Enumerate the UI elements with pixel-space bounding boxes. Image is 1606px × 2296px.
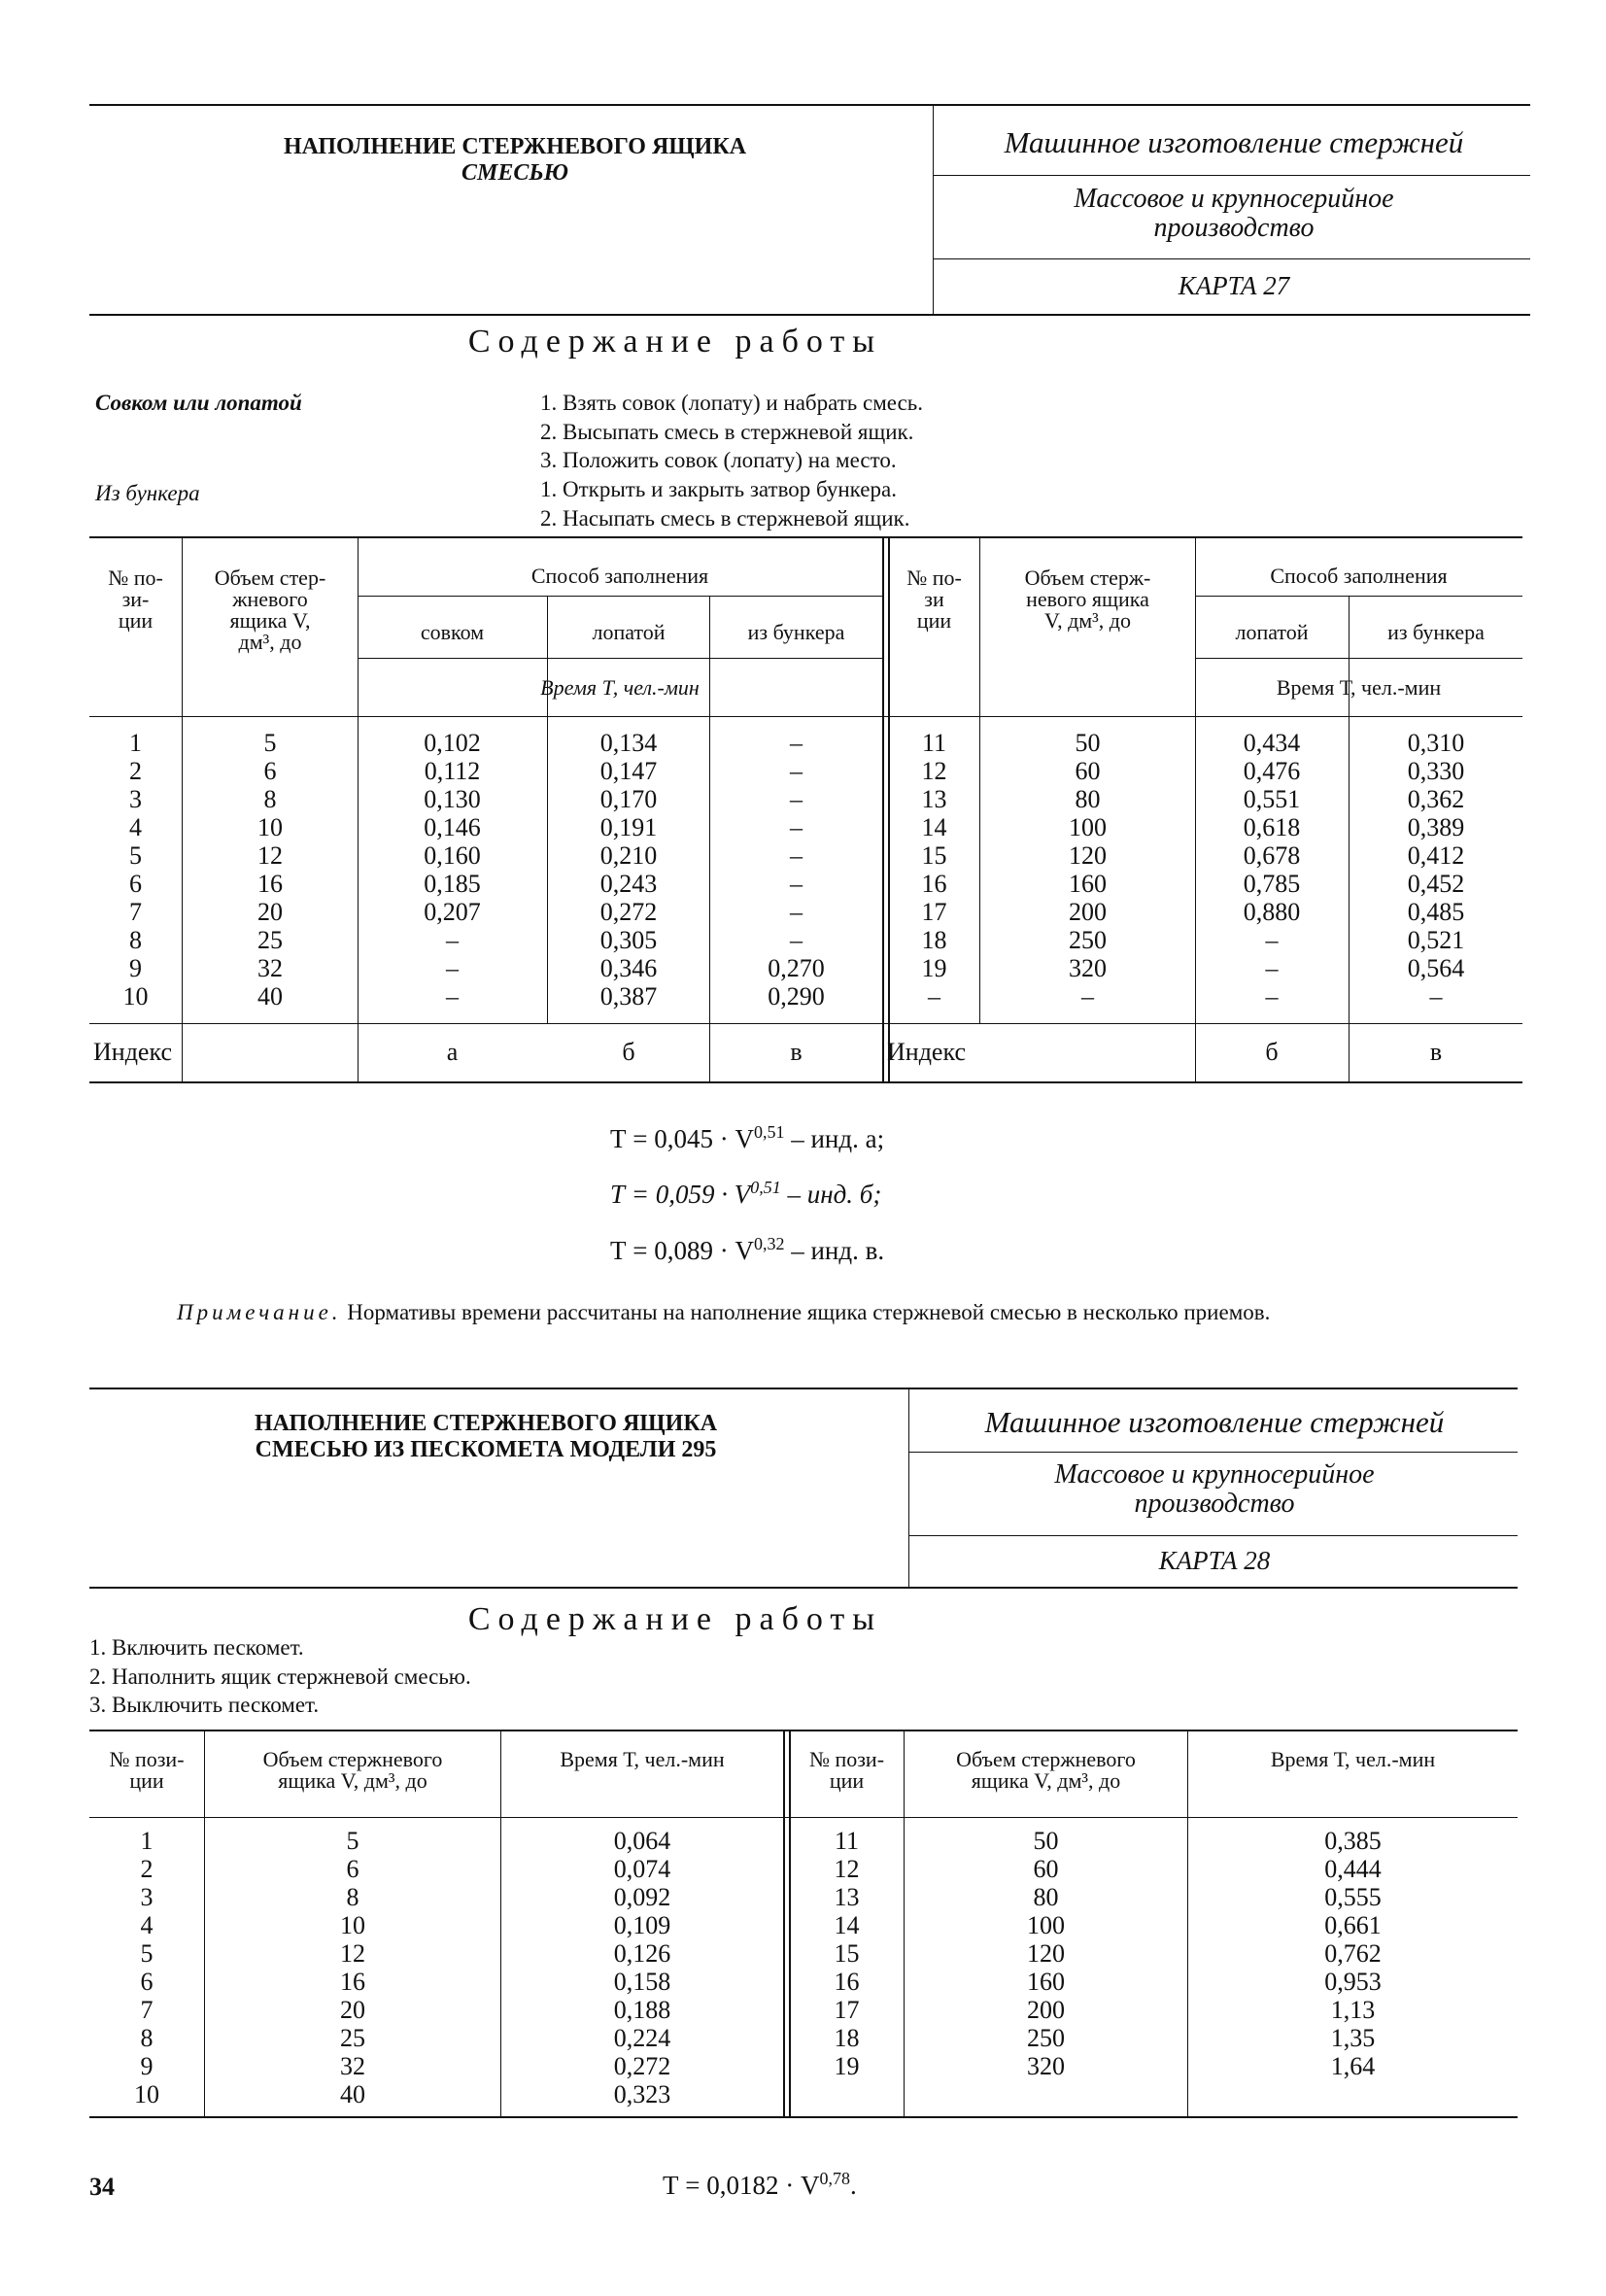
header-line: ции xyxy=(118,608,154,633)
card28-header-bottom-rule xyxy=(89,1587,1518,1589)
header-line: ции xyxy=(129,1768,164,1793)
header-line: № по- xyxy=(906,565,962,590)
card28-steps xyxy=(89,1635,471,1717)
card28-title-line2: СМЕСЬЮ ИЗ ПЕСКОМЕТА МОДЕЛИ 295 xyxy=(255,1437,717,1462)
table27-col-scoop xyxy=(358,729,547,1011)
table28-col-volume-2 xyxy=(905,1827,1187,2080)
card28-header-rule xyxy=(908,1452,1518,1453)
table27-col-position-2 xyxy=(889,729,979,1011)
header-line: № пози- xyxy=(109,1747,185,1771)
formula-tail: – инд. в. xyxy=(784,1236,885,1265)
header-line: ящика V, дм³, до xyxy=(278,1768,427,1793)
cell: 5 6 8 10 12 16 20 25 32 40 xyxy=(340,1827,365,2108)
table27-index-b-2: б xyxy=(1265,1038,1279,1066)
header-line: Объем стержневого xyxy=(262,1747,443,1771)
card28-header-rule xyxy=(908,1535,1518,1536)
formula-index-b xyxy=(610,1178,881,1210)
table27-subheader-rule xyxy=(1195,596,1522,597)
formula-base: Т = 0,089 · V xyxy=(610,1236,754,1265)
cell: 0,134 0,147 0,170 0,191 0,210 0,243 0,272 0,305 0,346 0,387 xyxy=(599,729,658,1011)
header-line: ции xyxy=(829,1768,865,1793)
table27-index-b: б xyxy=(622,1038,635,1066)
card27-header-rule xyxy=(933,258,1530,259)
cell: 50 60 80 100 120 160 200 250 320 – xyxy=(1069,729,1107,1011)
table27-col-bunker-2 xyxy=(1350,729,1522,1011)
cell: 0,310 0,330 0,362 0,389 0,412 0,452 0,485 0,521 0,564 – xyxy=(1407,729,1465,1011)
card28-header-divider xyxy=(908,1388,909,1588)
formula-base: Т = 0,045 · V xyxy=(610,1124,754,1153)
table27-header-time-2: Время Т, чел.-мин xyxy=(1276,675,1442,700)
table28-top-rule xyxy=(89,1730,1518,1731)
table27-header-shovel-2: лопатой xyxy=(1235,620,1309,644)
card28-formula xyxy=(663,2169,857,2201)
table27-double-rule xyxy=(882,536,884,1081)
table27-header-method-2: Способ заполнения xyxy=(1270,564,1448,588)
card27-header-rule xyxy=(933,175,1530,176)
card28-title xyxy=(146,1411,826,1463)
header-line: Объем стер- xyxy=(214,565,326,590)
table27-index-label-2: Индекс xyxy=(887,1038,966,1066)
table27-subheader-rule xyxy=(358,658,882,659)
header-line: зи- xyxy=(121,587,150,611)
table27-index-c-2: в xyxy=(1429,1038,1443,1066)
card28-step: 2. Наполнить ящик стержневой смесью. xyxy=(89,1663,471,1689)
card27-step: 2. Насыпать смесь в стержневой ящик. xyxy=(540,505,910,531)
formula-tail: – инд. а; xyxy=(784,1124,885,1153)
cell: 11 12 13 14 15 16 17 18 19 xyxy=(834,1827,860,2080)
formula-base: Т = 0,059 · V xyxy=(610,1180,751,1209)
card28-step: 3. Выключить пескомет. xyxy=(89,1693,320,1717)
table28-header-volume xyxy=(205,1749,500,1792)
header-line: жневого xyxy=(232,587,308,611)
header-line: ящика V, дм³, до xyxy=(971,1768,1121,1793)
page-number: 34 xyxy=(89,2173,115,2201)
formula-index-c xyxy=(610,1234,884,1266)
table27-subheader-rule xyxy=(1195,658,1522,659)
card27-production-line1: Массовое и крупносерийное xyxy=(1074,184,1394,214)
cell: 1 2 3 4 5 6 7 8 9 10 xyxy=(134,1827,159,2108)
table28-col-time xyxy=(501,1827,783,2108)
table27-header-shovel: лопатой xyxy=(592,620,666,644)
header-line: невого ящика xyxy=(1026,587,1149,611)
formula-exponent: 0,51 xyxy=(750,1178,781,1197)
card28-production-line2: производство xyxy=(1134,1489,1295,1519)
card27-step: 2. Высыпать смесь в стержневой ящик. xyxy=(540,419,914,444)
table28-double-rule xyxy=(783,1730,785,2116)
formula-tail: – инд. б; xyxy=(780,1180,882,1209)
table28-bottom-rule xyxy=(89,2116,1518,2118)
header-line: № пози- xyxy=(808,1747,885,1771)
cell: – – – – – – – – 0,270 0,290 xyxy=(768,729,825,1011)
card27-header-bottom-rule xyxy=(89,314,1530,316)
card28-section: Машинное изготовление стержней xyxy=(984,1405,1445,1439)
cell: 0,385 0,444 0,555 0,661 0,762 0,953 1,13 1,35 1,64 xyxy=(1324,1827,1382,2080)
table27-col-position xyxy=(89,729,182,1011)
table28-header-rule xyxy=(89,1817,1518,1818)
table27-col-shovel xyxy=(548,729,709,1011)
table28-header-position xyxy=(89,1749,204,1792)
table28-header-position-2 xyxy=(790,1749,904,1792)
note-text: Нормативы времени рассчитаны на наполнение ящика стержневой смесью в несколько приемов. xyxy=(341,1300,1271,1324)
table28-col-volume xyxy=(205,1827,500,2108)
table27-col-shovel-2 xyxy=(1195,729,1349,1011)
header-line: дм³, до xyxy=(238,630,302,654)
card28-card-number: КАРТА 28 xyxy=(1158,1546,1271,1575)
table27-header-position xyxy=(89,567,182,632)
table28-header-time-2: Время Т, чел.-мин xyxy=(1270,1747,1436,1771)
table27-header-bunker: из бункера xyxy=(747,620,845,644)
card27-title-line1: НАПОЛНЕНИЕ СТЕРЖНЕВОГО ЯЩИКА xyxy=(283,134,747,159)
header-line: Объем стерж- xyxy=(1024,565,1151,590)
card27-step: 1. Взять совок (лопату) и набрать смесь. xyxy=(540,391,924,415)
table27-index-rule xyxy=(89,1023,1522,1024)
formula-exponent: 0,78 xyxy=(819,2169,850,2188)
card27-top-rule xyxy=(89,104,1530,106)
table27-header-position-2 xyxy=(889,567,979,632)
card28-production-line1: Массовое и крупносерийное xyxy=(1054,1459,1375,1490)
cell: 0,434 0,476 0,551 0,618 0,678 0,785 0,880 – – – xyxy=(1243,729,1301,1011)
card27-title-line2: СМЕСЬЮ xyxy=(461,160,568,186)
table27-col-volume-2 xyxy=(980,729,1195,1011)
card28-title-line1: НАПОЛНЕНИЕ СТЕРЖНЕВОГО ЯЩИКА xyxy=(254,1411,718,1436)
table27-header-bunker-2: из бункера xyxy=(1387,620,1485,644)
table27-header-rule xyxy=(89,716,1522,717)
card27-method1-steps xyxy=(540,391,924,472)
table27-col-bunker xyxy=(710,729,882,1011)
table27-header-scoop: совком xyxy=(420,620,485,644)
cell: 11 12 13 14 15 16 17 18 19 – xyxy=(921,729,947,1011)
cell: 0,064 0,074 0,092 0,109 0,126 0,158 0,188 0,224 0,272 0,323 xyxy=(613,1827,671,2108)
card27-method2-steps xyxy=(540,477,910,531)
card28-content-heading: Содержание работы xyxy=(467,1601,883,1637)
table27-header-volume-2 xyxy=(980,567,1195,632)
header-line: ции xyxy=(916,608,952,633)
card27-production-line2: производство xyxy=(1153,213,1315,243)
table28-col-position xyxy=(89,1827,204,2108)
card27-method1-label: Совком или лопатой xyxy=(95,391,302,415)
card27-step: 3. Положить совок (лопату) на место. xyxy=(540,448,897,472)
note-label: Примечание. xyxy=(177,1300,342,1324)
table27-header-method: Способ заполнения xyxy=(530,564,709,588)
cell: 0,102 0,112 0,130 0,146 0,160 0,185 0,207 – – – xyxy=(424,729,481,1011)
header-line: ящика V, xyxy=(229,608,311,633)
card27-note xyxy=(89,1299,1518,1325)
card27-header-divider xyxy=(933,104,934,315)
table28-col-position-2 xyxy=(790,1827,904,2080)
formula-exponent: 0,32 xyxy=(753,1234,785,1253)
formula-index-a xyxy=(610,1122,884,1154)
card28-production xyxy=(913,1460,1516,1519)
card27-card-number: КАРТА 27 xyxy=(1178,271,1290,300)
table27-index-label: Индекс xyxy=(93,1038,172,1066)
card28-top-rule xyxy=(89,1388,1518,1389)
cell: 1 2 3 4 5 6 7 8 9 10 xyxy=(122,729,149,1011)
card27-section: Машинное изготовление стержней xyxy=(1004,125,1464,159)
table27-header-volume xyxy=(183,567,358,653)
header-line: Объем стержневого xyxy=(956,1747,1136,1771)
table27-bottom-rule xyxy=(89,1081,1522,1083)
table27-top-rule xyxy=(89,536,1522,538)
header-line: зи xyxy=(924,587,944,611)
card27-method2-label: Из бункера xyxy=(95,481,200,505)
cell: 5 6 8 10 12 16 20 25 32 40 xyxy=(257,729,283,1011)
header-line: № по- xyxy=(108,565,163,590)
card27-step: 1. Открыть и закрыть затвор бункера. xyxy=(540,477,897,501)
table28-header-volume-2 xyxy=(905,1749,1187,1792)
table27-subheader-rule xyxy=(358,596,882,597)
table28-col-time-2 xyxy=(1188,1827,1518,2080)
table27-index-c: в xyxy=(790,1038,803,1066)
card27-production xyxy=(938,185,1530,243)
cell: 50 60 80 100 120 160 200 250 320 xyxy=(1027,1827,1065,2080)
formula-exponent: 0,51 xyxy=(753,1122,785,1142)
card27-title xyxy=(175,134,855,187)
table27-index-a: а xyxy=(446,1038,459,1066)
header-line: V, дм³, до xyxy=(1044,608,1131,633)
table28-header-time: Время Т, чел.-мин xyxy=(560,1747,725,1771)
card28-step: 1. Включить пескомет. xyxy=(89,1635,304,1660)
table27-col-volume xyxy=(183,729,358,1011)
formula-tail: . xyxy=(849,2171,857,2200)
table27-header-time: Время Т, чел.-мин xyxy=(540,675,700,700)
card27-content-heading: Содержание работы xyxy=(467,324,883,360)
formula-base: Т = 0,0182 · V xyxy=(663,2171,820,2200)
